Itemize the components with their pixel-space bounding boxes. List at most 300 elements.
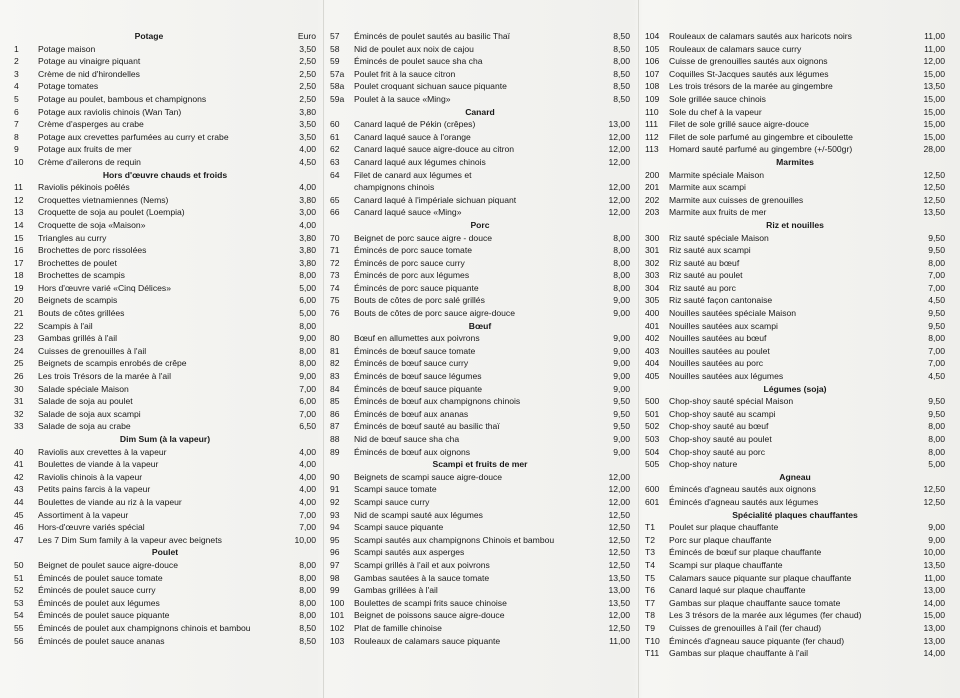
item-number: 53 [14, 597, 24, 608]
menu-item [645, 169, 945, 182]
item-number: 66 [330, 207, 340, 218]
item-number: 58a [330, 81, 345, 92]
item-number: 83 [330, 371, 340, 382]
item-price: 4,00 [299, 219, 316, 230]
item-name: Émincés de poulet sauce curry [38, 585, 156, 596]
item-name: Riz sauté spéciale Maison [669, 232, 769, 243]
item-name: Émincés de poulet sauce piquante [38, 610, 170, 621]
item-price: 9,50 [928, 320, 945, 331]
item-number: 16 [14, 245, 24, 256]
menu-item [14, 143, 316, 156]
item-price: 7,00 [299, 383, 316, 394]
item-name: Émincés d'agneau sautés aux légumes [669, 496, 819, 507]
menu-item [14, 68, 316, 81]
item-name: Émincés de porc sauce curry [354, 257, 465, 268]
menu-item [645, 458, 945, 471]
item-number: 75 [330, 295, 340, 306]
item-number: T9 [645, 622, 656, 633]
item-name: Riz sauté au bœuf [669, 257, 740, 268]
section-title: Spécialité plaques chauffantes [732, 509, 858, 520]
item-number: T5 [645, 572, 656, 583]
item-number: 91 [330, 484, 340, 495]
section-heading [645, 471, 945, 484]
item-name: Potage aux crevettes parfumées au curry et crabe [38, 131, 229, 142]
menu-item [330, 43, 630, 56]
section-heading [330, 458, 630, 471]
menu-item [330, 332, 630, 345]
menu-item [330, 534, 630, 547]
section-title: Bœuf [468, 320, 492, 331]
item-name: Émincés de bœuf sauce légumes [354, 371, 482, 382]
item-name: Riz sauté aux scampi [669, 245, 751, 256]
item-number: T3 [645, 547, 656, 558]
item-name: Boulettes de scampi frits sauce chinoise [354, 597, 507, 608]
section-title: Riz et nouilles [766, 219, 824, 230]
menu-item [330, 433, 630, 446]
menu-item [330, 584, 630, 597]
menu-item [14, 395, 316, 408]
item-number: 405 [645, 371, 660, 382]
menu-item [330, 206, 630, 219]
item-name: Canard laqué de Pékin (crêpes) [354, 119, 476, 130]
item-price: 12,50 [923, 194, 945, 205]
item-price: 13,00 [608, 585, 630, 596]
menu-item [645, 55, 945, 68]
item-name: Chop-shoy sauté au bœuf [669, 421, 769, 432]
item-price: 8,50 [299, 622, 316, 633]
menu-item [14, 332, 316, 345]
item-price: 8,50 [613, 93, 630, 104]
item-number: 32 [14, 408, 24, 419]
item-price: 8,00 [613, 257, 630, 268]
menu-item [330, 597, 630, 610]
item-number: 59a [330, 93, 345, 104]
item-name: Gambas sautées à la sauce tomate [354, 572, 490, 583]
item-number: 31 [14, 396, 24, 407]
menu-item [330, 232, 630, 245]
item-number: 401 [645, 320, 660, 331]
item-price: 8,00 [928, 446, 945, 457]
item-price: 8,00 [613, 245, 630, 256]
item-name: Les trois trésors de la marée au gingembre [669, 81, 833, 92]
section-title: Dim Sum (à la vapeur) [119, 434, 211, 444]
item-name: Brochettes de poulet [38, 257, 117, 268]
item-name: Chop-shoy sauté au porc [669, 446, 766, 457]
section-title: Agneau [779, 471, 811, 482]
item-price: 3,80 [299, 194, 316, 205]
item-price: 12,00 [608, 144, 630, 155]
item-number: 47 [14, 534, 24, 545]
item-price: 9,00 [613, 358, 630, 369]
menu-item [330, 131, 630, 144]
menu-item [14, 345, 316, 358]
menu-item [645, 559, 945, 572]
menu-item [14, 93, 316, 106]
menu-item [330, 446, 630, 459]
item-name: Chop-shoy nature [669, 459, 738, 470]
item-number: 82 [330, 358, 340, 369]
menu-item [645, 446, 945, 459]
item-name: Cuisses de grenouilles à l'ail (fer chaud) [669, 622, 822, 633]
item-name: Canard laqué sauce à l'orange [354, 131, 471, 142]
menu-item [14, 496, 316, 509]
item-name: Sole grillée sauce chinois [669, 93, 766, 104]
menu-item [14, 307, 316, 320]
item-name: Canard laqué sauce aigre-douce au citron [354, 144, 515, 155]
item-name: Scampi sautés aux asperges [354, 547, 465, 558]
item-number: T8 [645, 610, 656, 621]
item-price: 9,00 [613, 434, 630, 444]
item-price: 7,00 [299, 509, 316, 520]
item-price: 12,50 [923, 169, 945, 180]
menu-item [645, 357, 945, 370]
item-number: 64 [330, 169, 340, 180]
item-number: 85 [330, 396, 340, 407]
item-name: Hors d'œuvre varié «Cinq Délices» [38, 282, 171, 293]
item-number: 25 [14, 358, 24, 369]
menu-item [14, 559, 316, 572]
menu-item [14, 194, 316, 207]
menu-item [645, 294, 945, 307]
menu-item [14, 118, 316, 131]
item-number: 14 [14, 219, 24, 230]
item-price: 5,00 [299, 308, 316, 319]
item-price: 3,50 [299, 43, 316, 54]
menu-item [645, 80, 945, 93]
item-number: 40 [14, 446, 24, 457]
item-price: 9,00 [928, 534, 945, 545]
item-name: Raviolis aux crevettes à la vapeur [38, 446, 167, 457]
item-number: 94 [330, 522, 340, 533]
item-name: Raviolis pékinois poêlés [38, 182, 130, 193]
menu-item [645, 345, 945, 358]
menu-item [330, 307, 630, 320]
item-name: Crème de nid d'hirondelles [38, 68, 140, 79]
item-price: 12,50 [608, 534, 630, 545]
menu-item [645, 584, 945, 597]
item-price: 12,00 [608, 131, 630, 142]
menu-item [330, 622, 630, 635]
section-heading [14, 546, 316, 559]
item-name: Gambas sur plaque chauffante à l'ail [669, 648, 809, 659]
item-price: 8,50 [613, 68, 630, 79]
section-heading [14, 30, 316, 43]
item-price: 4,50 [928, 371, 945, 382]
item-name: Cuisse de grenouilles sautés aux oignons [669, 56, 828, 67]
item-name: Les 3 trésors de la marée aux légumes (fer chaud) [669, 610, 862, 621]
item-number: T7 [645, 597, 656, 608]
menu-item [645, 521, 945, 534]
item-name: Émincés d'agneau sautés aux oignons [669, 484, 816, 495]
menu-item [330, 269, 630, 282]
item-price: 12,00 [608, 496, 630, 507]
item-number: T11 [645, 648, 660, 659]
menu-item [14, 294, 316, 307]
item-name: Émincés de bœuf sauce curry [354, 358, 469, 369]
item-name: Marmite aux fruits de mer [669, 207, 767, 218]
item-name: Poulet à la sauce «Ming» [354, 93, 451, 104]
item-name: Scampi grillés à l'ail et aux poivrons [354, 559, 490, 570]
menu-item [645, 609, 945, 622]
item-price: 3,80 [299, 232, 316, 243]
item-name: Filet de sole grillé sauce aigre-douce [669, 119, 809, 130]
item-price: 12,50 [923, 484, 945, 495]
item-price: 7,00 [299, 522, 316, 533]
item-number: 5 [14, 93, 19, 104]
item-price: 3,80 [299, 257, 316, 268]
item-name: Potage aux fruits de mer [38, 144, 132, 155]
item-price: 5,00 [299, 282, 316, 293]
item-price: 8,00 [928, 434, 945, 444]
item-number: 44 [14, 496, 24, 507]
item-name: Canard laqué sauce «Ming» [354, 207, 462, 218]
item-name: Poulet croquant sichuan sauce piquante [354, 81, 507, 92]
item-number: T4 [645, 559, 656, 570]
item-name: Calamars sauce piquante sur plaque chauffante [669, 572, 852, 583]
item-name: Gambas sur plaque chauffante sauce tomate [669, 597, 841, 608]
item-name: Bœuf en allumettes aux poivrons [354, 333, 480, 344]
item-price: 15,00 [923, 106, 945, 117]
item-price: 9,50 [928, 308, 945, 319]
item-name: Émincés de porc aux légumes [354, 270, 470, 281]
item-number: 76 [330, 308, 340, 319]
item-price: 12,00 [923, 56, 945, 67]
item-name: Crème d'asperges au crabe [38, 119, 144, 130]
item-name: Riz sauté au porc [669, 282, 736, 293]
menu-item [330, 93, 630, 106]
item-number: 11 [14, 182, 23, 193]
item-name: Assortiment à la vapeur [38, 509, 129, 520]
item-price: 3,80 [299, 245, 316, 256]
item-number: 6 [14, 106, 19, 117]
item-price: 7,00 [299, 408, 316, 419]
item-number: 504 [645, 446, 660, 457]
item-name: Potage tomates [38, 81, 99, 92]
item-number: 402 [645, 333, 660, 344]
item-price: 8,00 [613, 282, 630, 293]
item-price: 8,00 [928, 333, 945, 344]
item-price: 9,50 [928, 232, 945, 243]
item-number: 7 [14, 119, 19, 130]
item-price: 12,50 [608, 509, 630, 520]
item-name: Marmite spéciale Maison [669, 169, 765, 180]
item-name: Canard laqué sur plaque chauffante [669, 585, 806, 596]
item-name: Marmite aux scampi [669, 182, 746, 193]
item-number: 99 [330, 585, 340, 596]
item-price: 15,00 [923, 610, 945, 621]
item-price: 13,00 [923, 635, 945, 646]
item-number: 111 [645, 119, 659, 130]
item-price: 4,00 [299, 182, 316, 193]
menu-item [14, 635, 316, 648]
item-price: 4,50 [299, 156, 316, 167]
menu-item [14, 131, 316, 144]
item-number: 110 [645, 106, 659, 117]
menu-item [14, 471, 316, 484]
menu-item [330, 169, 630, 182]
item-price: 12,00 [608, 207, 630, 218]
item-name: Bouts de côtes grillées [38, 308, 125, 319]
item-number: 62 [330, 144, 340, 155]
menu-item [330, 257, 630, 270]
item-number: 93 [330, 509, 340, 520]
item-name: Croquette de soja «Maison» [38, 219, 146, 230]
item-name: Chop-shoy sauté spécial Maison [669, 396, 794, 407]
item-price: 9,00 [299, 333, 316, 344]
item-number: 501 [645, 408, 660, 419]
item-name: Scampi sauce piquante [354, 522, 444, 533]
menu-item [330, 496, 630, 509]
menu-item [330, 471, 630, 484]
item-name: Beignets de scampi sauce aigre-douce [354, 471, 503, 482]
item-number: 4 [14, 81, 19, 92]
item-name: Cuisses de grenouilles à l'ail [38, 345, 147, 356]
item-name: Canard laqué à l'impériale sichuan piquant [354, 194, 517, 205]
menu-item [330, 420, 630, 433]
item-price: 8,00 [299, 610, 316, 621]
menu-item [330, 244, 630, 257]
item-number: 74 [330, 282, 340, 293]
item-price: 10,00 [923, 547, 945, 558]
item-number: 87 [330, 421, 340, 432]
item-number: 13 [14, 207, 24, 218]
item-number: 70 [330, 232, 340, 243]
menu-item [645, 106, 945, 119]
item-name: Émincés de bœuf sauce tomate [354, 345, 476, 356]
item-price: 13,50 [608, 597, 630, 608]
item-number: 45 [14, 509, 24, 520]
item-number: 80 [330, 333, 340, 344]
item-number: 57a [330, 68, 345, 79]
menu-item [330, 408, 630, 421]
menu-item [14, 534, 316, 547]
item-name: Filet de canard aux légumes et [354, 169, 472, 180]
item-number: 3 [14, 68, 19, 79]
item-number: 23 [14, 333, 24, 344]
item-number: 300 [645, 232, 660, 243]
item-price: 9,50 [613, 396, 630, 407]
item-number: 100 [330, 597, 345, 608]
item-price: 2,50 [299, 68, 316, 79]
item-number: 201 [645, 182, 660, 193]
menu-item [330, 30, 630, 43]
item-name: Émincés de poulet aux champignons chinois et bambou [38, 622, 251, 633]
item-price: 2,50 [299, 93, 316, 104]
section-heading [14, 169, 316, 182]
item-number: 9 [14, 144, 19, 155]
item-price: 9,00 [613, 333, 630, 344]
menu-item [645, 131, 945, 144]
item-price: 9,50 [928, 408, 945, 419]
item-name: Nouilles sautées au porc [669, 358, 764, 369]
menu-item [14, 408, 316, 421]
item-number: 404 [645, 358, 660, 369]
fold-line [323, 0, 324, 698]
menu-item [330, 282, 630, 295]
item-name: Gambas grillés à l'ail [38, 333, 118, 344]
menu-item [645, 534, 945, 547]
menu-item [14, 597, 316, 610]
item-name: Émincés de poulet sauce ananas [38, 635, 165, 646]
menu-item [14, 257, 316, 270]
menu-item [330, 483, 630, 496]
menu-item [645, 420, 945, 433]
item-number: 400 [645, 308, 660, 319]
section-heading [645, 156, 945, 169]
item-price: 12,50 [608, 522, 630, 533]
item-name: Émincés de porc sauce piquante [354, 282, 479, 293]
item-name: Les trois Trésors de la marée à l'ail [38, 371, 171, 382]
item-number: 102 [330, 622, 345, 633]
menu-item [330, 546, 630, 559]
menu-item [330, 357, 630, 370]
item-name: Bouts de côtes de porc sauce aigre-douce [354, 308, 515, 319]
item-price: 8,00 [928, 257, 945, 268]
menu-item [645, 244, 945, 257]
item-number: 72 [330, 257, 340, 268]
item-number: 22 [14, 320, 24, 331]
menu-item [645, 232, 945, 245]
item-name: Scampis à l'ail [38, 320, 93, 331]
item-number: 8 [14, 131, 19, 142]
item-price: 12,50 [923, 182, 945, 193]
item-name: Homard sauté parfumé au gingembre (+/-500gr) [669, 144, 853, 155]
menu-item [14, 106, 316, 119]
item-price: 11,00 [924, 31, 945, 41]
item-number: 109 [645, 93, 660, 104]
item-number: 1 [14, 43, 19, 54]
menu-column-1 [14, 30, 316, 647]
item-price: 8,00 [299, 597, 316, 608]
item-price: 8,00 [613, 56, 630, 67]
item-price: 14,00 [923, 597, 945, 608]
item-number: 302 [645, 257, 660, 268]
item-number: 30 [14, 383, 24, 394]
section-title: Marmites [776, 156, 814, 167]
item-price: 4,00 [299, 446, 316, 457]
menu-item [14, 609, 316, 622]
item-name: Petits pains farcis à la vapeur [38, 484, 151, 495]
item-number: 84 [330, 383, 340, 394]
item-price: 4,00 [299, 496, 316, 507]
menu-item [14, 509, 316, 522]
section-title: Scampi et fruits de mer [432, 459, 528, 470]
menu-item [645, 622, 945, 635]
item-price: 8,00 [299, 585, 316, 596]
item-price: 2,50 [299, 56, 316, 67]
item-name: Rouleaux de calamars sauce curry [669, 43, 802, 54]
item-price: 9,50 [613, 408, 630, 419]
item-name: Croquette de soja au poulet (Loempia) [38, 207, 185, 218]
menu-item [14, 156, 316, 169]
item-price: 28,00 [923, 144, 945, 155]
menu-item [645, 320, 945, 333]
item-price: 6,00 [299, 295, 316, 306]
item-price: 12,00 [608, 610, 630, 621]
item-price: 12,00 [608, 484, 630, 495]
menu-item [330, 345, 630, 358]
item-number: 24 [14, 345, 24, 356]
item-price: 5,00 [928, 459, 945, 470]
menu-item [14, 244, 316, 257]
item-price: 12,50 [608, 622, 630, 633]
item-price: 6,00 [299, 396, 316, 407]
item-price: 6,50 [299, 421, 316, 432]
menu-item [645, 408, 945, 421]
item-number: 92 [330, 496, 340, 507]
item-price: 3,50 [299, 131, 316, 142]
menu-item [645, 93, 945, 106]
